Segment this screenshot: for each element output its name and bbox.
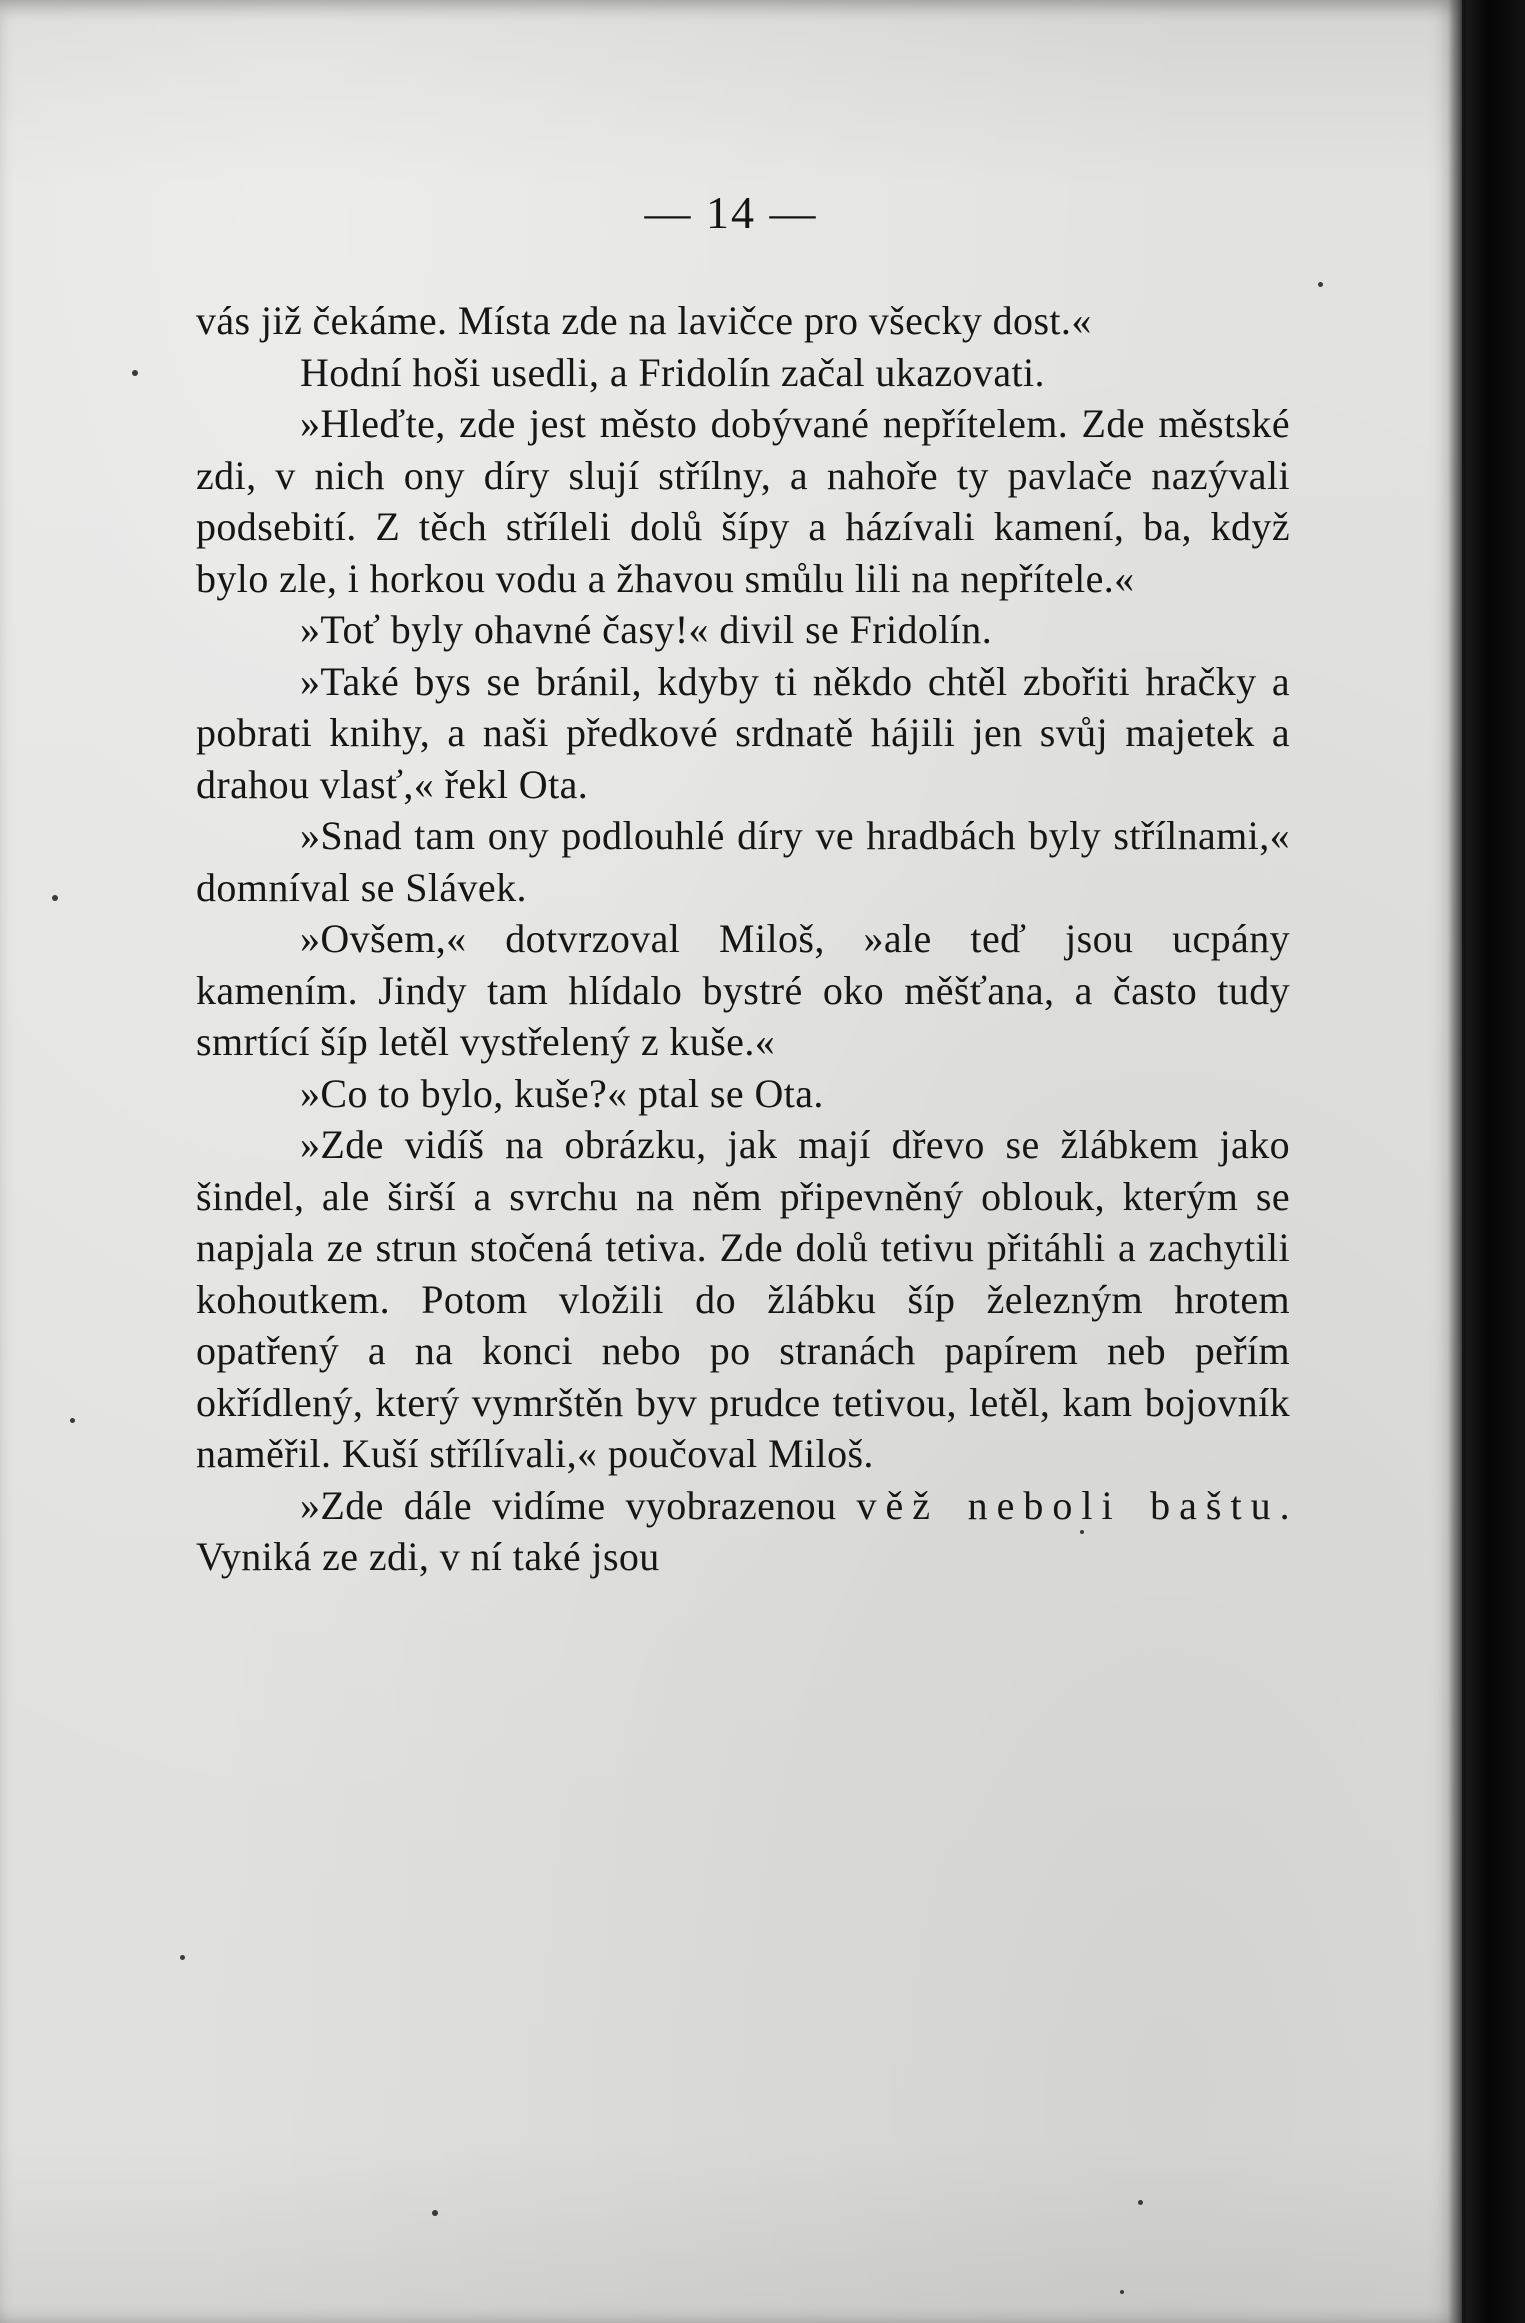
scan-speck (132, 370, 138, 376)
paragraph-last-end: . Vyniká ze zdi, v ní také jsou (196, 1482, 1291, 1579)
body-text (196, 295, 1290, 1583)
paragraph: »Hleďte, zde jest město dobývané nepřítelem. Zde městské zdi, v nich ony díry slují střílny, a nahoře ty pavlače nazývali podsebití. Z těch stříleli dolů šípy a házívali kamení, ba, když bylo zle, i horkou vodu a žhavou smůlu lili na nepřítele.« (196, 401, 1290, 601)
paragraph: »Co to bylo, kuše?« ptal se Ota. (300, 1070, 824, 1116)
paragraph: »Zde vidíš na obrázku, jak mají dřevo se žlábkem jako šindel, ale širší a svrchu na něm připevněný oblouk, kterým se napjala ze strun stočená tetiva. Zde dolů tetivu přitáhli a zachytili kohoutkem. Potom vložili do žlábku šíp železným hrotem opatřený a na konci nebo po stranách papírem neb peřím okřídlený, který vymrštěn byv prudce tetivou, letěl, kam bojovník naměřil. Kuší střílívali,« poučoval Miloš. (196, 1122, 1290, 1476)
scan-speck (432, 2210, 438, 2216)
scan-speck (1080, 1530, 1084, 1534)
page-edge-shadow (1448, 0, 1466, 2323)
paragraph: »Také bys se bránil, kdyby ti někdo chtěl zbořiti hračky a pobrati knihy, a naši předkové srdnatě hájili jen svůj majetek a drahou vlasť,« řekl Ota. (196, 658, 1290, 807)
scan-speck (52, 895, 58, 901)
paragraph: Hodní hoši usedli, a Fridolín začal ukazovati. (300, 349, 1045, 395)
paragraph: »Toť byly ohavné časy!« divil se Fridolín. (300, 607, 993, 652)
scan-speck (1138, 2200, 1143, 2205)
scan-speck (180, 1955, 185, 1960)
paragraph: »Ovšem,« dotvrzoval Miloš, »ale teď jsou ucpány kamením. Jindy tam hlídalo bystré oko měšťana, a často tudy smrtící šíp letěl vystřelený z kuše.« (196, 916, 1290, 1064)
scan-speck (1318, 282, 1323, 287)
book-binding (1466, 0, 1525, 2323)
emphasized-term: věž neboli baštu (856, 1482, 1280, 1528)
paragraph: vás již čekáme. Místa zde na lavičce pro všecky dost.« (196, 298, 1092, 343)
page-number: — 14 — (644, 187, 818, 238)
paragraph-last-start: »Zde dále vidíme vyobrazenou (300, 1482, 857, 1528)
paragraph-last (196, 1480, 1290, 1583)
paragraph: »Snad tam ony podlouhlé díry ve hradbách byly střílnami,« domníval se Slávek. (196, 813, 1290, 910)
scan-speck (70, 1418, 75, 1423)
scan-speck (1120, 2290, 1124, 2294)
